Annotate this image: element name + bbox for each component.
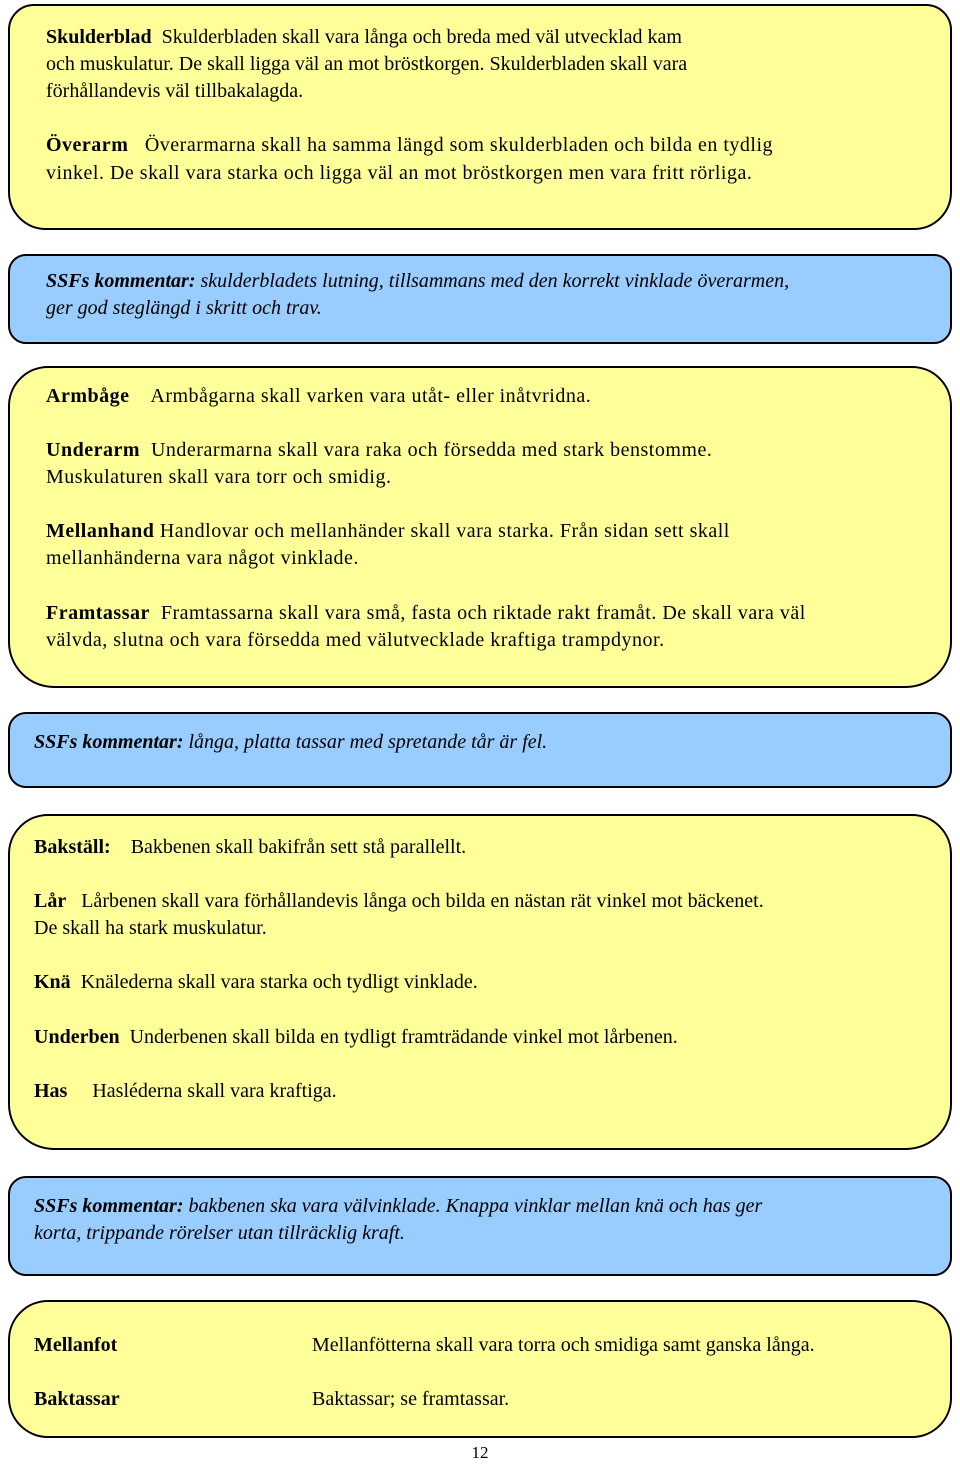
underben-text: Underbenen skall bilda en tydligt framträdande vinkel mot lårbenen. <box>129 1026 678 1048</box>
underarm-line2: Muskulaturen skall vara torr och smidig. <box>46 466 392 488</box>
framtassar-text: Framtassarna skall vara små, fasta och riktade rakt framåt. De skall vara väl <box>160 602 806 624</box>
mellanfot-term: Mellanfot <box>34 1334 118 1356</box>
skulderblad-term: Skulderblad <box>46 26 152 48</box>
mellanfot-text: Mellanfötterna skall vara torra och smidiga samt ganska långa. <box>312 1334 815 1356</box>
comment3-line1 <box>34 1193 762 1220</box>
comment2-text: långa, platta tassar med spretande tår är fel. <box>188 731 548 753</box>
bakstall-text: Bakbenen skall bakifrån sett stå parallellt. <box>130 836 467 858</box>
lar-line2: De skall ha stark muskulatur. <box>34 917 267 939</box>
has-term: Has <box>34 1080 68 1102</box>
skulderblad-line1 <box>46 24 682 51</box>
underarm-term: Underarm <box>46 439 140 461</box>
kna-line1 <box>34 969 478 996</box>
comment2-label: SSFs kommentar: <box>34 731 184 753</box>
skulderblad-line2: och muskulatur. De skall ligga väl an mot bröstkorgen. Skulderbladen skall vara <box>46 53 688 75</box>
skulderblad-line3: förhållandevis väl tillbakalagda. <box>46 80 304 102</box>
underarm-text: Underarmarna skall vara raka och försedda med stark benstomme. <box>150 439 713 461</box>
comment1-text: skulderbladets lutning, tillsammans med den korrekt vinklade överarmen, <box>200 270 790 292</box>
has-text: Hasléderna skall vara kraftiga. <box>92 1080 337 1102</box>
lar-term: Lår <box>34 890 67 912</box>
baktassar-text: Baktassar; se framtassar. <box>312 1388 510 1410</box>
has-line1 <box>34 1078 337 1105</box>
lar-text: Lårbenen skall vara förhållandevis långa och bilda en nästan rät vinkel mot bäckenet. <box>81 890 764 912</box>
armbage-term: Armbåge <box>46 385 130 407</box>
comment3-label: SSFs kommentar: <box>34 1195 184 1217</box>
framtassar-line1 <box>46 600 806 627</box>
bakstall-line1 <box>34 834 466 861</box>
mellanhand-line2: mellanhänderna vara något vinklade. <box>46 547 359 569</box>
skulderblad-text: Skulderbladen skall vara långa och breda med väl utvecklad kam <box>161 26 682 48</box>
kna-text: Knälederna skall vara starka och tydligt vinklade. <box>80 971 478 993</box>
framtassar-term: Framtassar <box>46 602 150 624</box>
comment3-text: bakbenen ska vara välvinklade. Knappa vinklar mellan knä och has ger <box>188 1195 763 1217</box>
comment1-label: SSFs kommentar: <box>46 270 196 292</box>
comment1-line2: ger god steglängd i skritt och trav. <box>46 297 322 319</box>
mellanhand-text: Handlovar och mellanhänder skall vara starka. Från sidan sett skall <box>159 520 730 542</box>
page-number: 12 <box>471 1443 489 1462</box>
underben-term: Underben <box>34 1026 120 1048</box>
overarm-text: Överarmarna skall ha samma längd som skulderbladen och bilda en tydlig <box>144 134 774 156</box>
underarm-line1 <box>46 437 712 464</box>
comment2-line1 <box>34 729 547 756</box>
bakstall-term: Bakställ: <box>34 836 111 858</box>
armbage-text: Armbågarna skall varken vara utåt- eller inåtvridna. <box>150 385 592 407</box>
baktassar-term: Baktassar <box>34 1388 120 1410</box>
underben-line1 <box>34 1024 678 1051</box>
comment1-line1 <box>46 268 789 295</box>
lar-line1 <box>34 888 764 915</box>
mellanhand-term: Mellanhand <box>46 520 155 542</box>
overarm-line1 <box>46 132 773 159</box>
overarm-line2: vinkel. De skall vara starka och ligga väl an mot bröstkorgen men vara fritt rörliga. <box>46 162 753 184</box>
comment3-line2: korta, trippande rörelser utan tillräcklig kraft. <box>34 1222 405 1244</box>
overarm-term: Överarm <box>46 134 129 156</box>
mellanhand-line1 <box>46 518 730 545</box>
kna-term: Knä <box>34 971 71 993</box>
armbage-line1 <box>46 383 591 410</box>
framtassar-line2: välvda, slutna och vara försedda med välutvecklade kraftiga trampdynor. <box>46 629 665 651</box>
section-box-hindfeet <box>8 1300 952 1438</box>
